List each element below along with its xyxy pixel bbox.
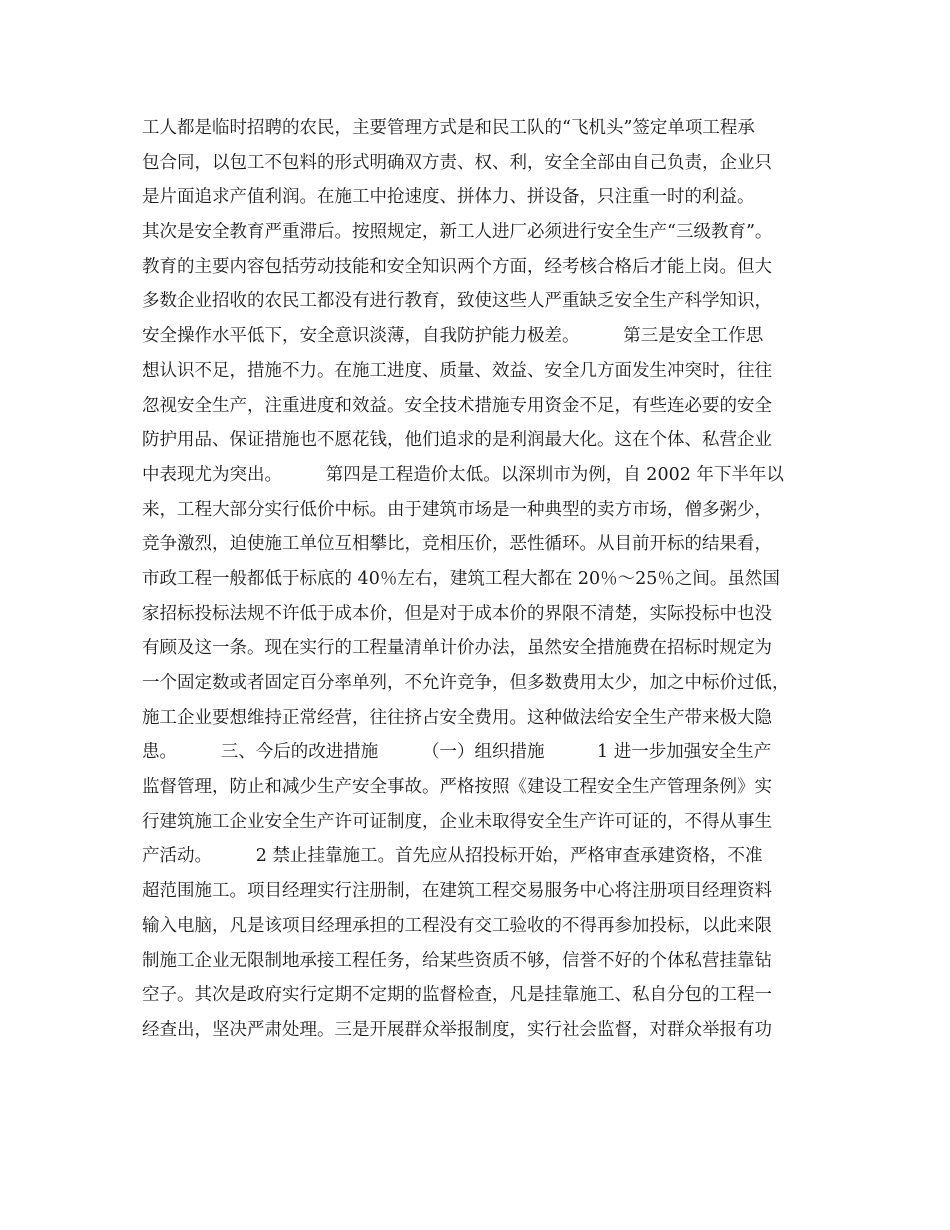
text-line: 竞争激烈，迫使施工单位互相攀比，竞相压价，恶性循环。从目前开标的结果看， (142, 534, 772, 555)
text-line: 中表现尤为突出。 第四是工程造价太低。以深圳市为例，自 2002 年下半年以 (142, 464, 784, 485)
text-line: 工人都是临时招聘的农民，主要管理方式是和民工队的“飞机头”签定单项工程承 (142, 118, 755, 138)
text-line: 来，工程大部分实行低价中标。由于建筑市场是一种典型的卖方市场，僧多粥少， (142, 499, 772, 520)
text-line: 其次是安全教育严重滞后。按照规定，新工人进厂必须进行安全生产“三级教育”。 (142, 222, 773, 243)
text-line: 防护用品、保证措施也不愿花钱，他们追求的是利润最大化。这在个体、私营企业 (142, 430, 772, 451)
text-line: 输入电脑，凡是该项目经理承担的工程没有交工验收的不得再参加投标，以此来限 (142, 915, 772, 936)
text-line: 经查出，坚决严肃处理。三是开展群众举报制度，实行社会监督，对群众举报有功 (142, 1019, 772, 1040)
text-line: 是片面追求产值利润。在施工中抢速度、拼体力、拼设备，只注重一时的利益。 (142, 187, 755, 208)
text-line: 包合同，以包工不包料的形式明确双方责、权、利，安全全部由自己负责，企业只 (142, 152, 772, 173)
text-line: 安全操作水平低下，安全意识淡薄，自我防护能力极差。 第三是安全工作思 (142, 326, 764, 347)
text-line: 一个固定数或者固定百分率单列，不允许竞争，但多数费用太少，加之中标价过低， (142, 673, 790, 693)
text-line: 市政工程一般都低于标底的 40％左右，建筑工程大都在 20％～25％之间。虽然国 (142, 568, 780, 589)
text-line: 有顾及这一条。现在实行的工程量清单计价办法，虽然安全措施费在招标时规定为 (142, 638, 772, 659)
body-text (142, 111, 832, 1048)
text-line: 制施工企业无限制地承接工程任务，给某些资质不够，信誉不好的个体私营挂靠钻 (142, 950, 772, 971)
text-line: 教育的主要内容包括劳动技能和安全知识两个方面，经考核合格后才能上岗。但大 (142, 256, 772, 277)
text-line: 施工企业要想维持正常经营，往往挤占安全费用。这种做法给安全生产带来极大隐 (142, 707, 772, 728)
text-line: 想认识不足，措施不力。在施工进度、质量、效益、安全几方面发生冲突时，往往 (142, 360, 772, 381)
text-line: 空子。其次是政府实行定期不定期的监督检查，凡是挂靠施工、私自分包的工程一 (142, 985, 772, 1006)
text-line: 忽视安全生产，注重进度和效益。安全技术措施专用资金不足，有些连必要的安全 (142, 395, 772, 416)
text-line: 行建筑施工企业安全生产许可证制度，企业未取得安全生产许可证的，不得从事生 (142, 811, 772, 832)
text-line: 超范围施工。项目经理实行注册制，在建筑工程交易服务中心将注册项目经理资料 (142, 881, 772, 902)
text-line: 监督管理，防止和减少生产安全事故。严格按照《建设工程安全生产管理条例》实 (142, 777, 772, 798)
text-line: 患。 三、今后的改进措施 （一）组织措施 1 进一步加强安全生产 (142, 742, 772, 763)
text-line: 家招标投标法规不许低于成本价，但是对于成本价的界限不清楚，实际投标中也没 (142, 603, 772, 624)
text-line: 产活动。 2 禁止挂靠施工。首先应从招投标开始，严格审查承建资格，不准 (142, 846, 763, 867)
text-line: 多数企业招收的农民工都没有进行教育，致使这些人严重缺乏安全生产科学知识， (142, 291, 772, 312)
